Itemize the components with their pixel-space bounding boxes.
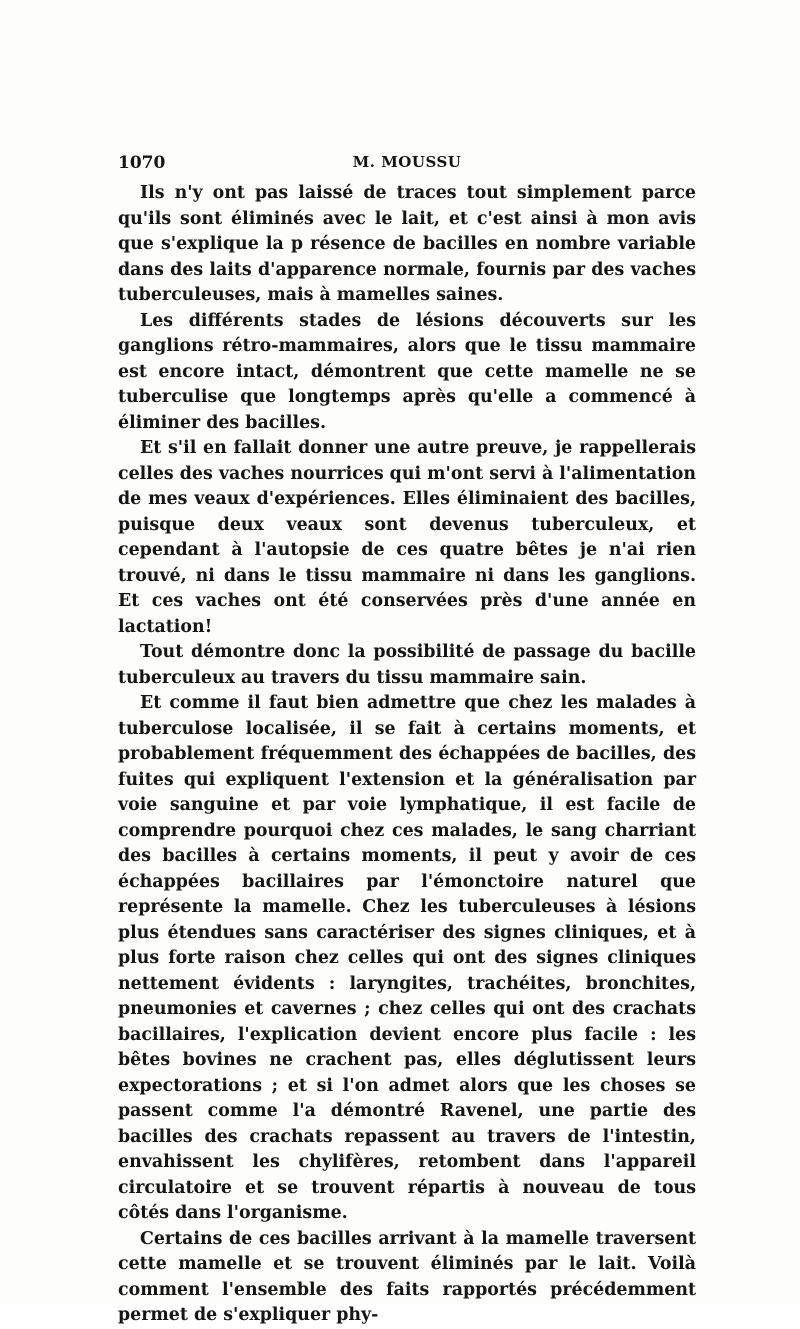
paragraph: Les différents stades de lésions découverts sur les ganglions rétro-mammaires, alors que le tissu mammaire est encore intact, démontrent que cette mamelle ne se tuberculise que longtemps après qu'elle a commencé à éliminer des bacilles. xyxy=(118,310,696,433)
paragraph: Et s'il en fallait donner une autre preuve, je rappellerais celles des vaches nourrices qui m'ont servi à l'alimentation de mes veaux d'expériences. Elles éliminaient des bacilles, puisque deux veaux sont devenus tuberculeux, et cependant à l'autopsie de ces quatre bêtes je n'ai rien trouvé, ni dans le tissu mammaire ni dans les ganglions. Et ces vaches ont été conservées près d'une année en lactation! xyxy=(118,438,697,637)
running-head xyxy=(118,153,696,177)
paragraph: Tout démontre donc la possibilité de passage du bacille tuberculeux au travers du tissu mammaire sain. xyxy=(118,642,696,688)
running-head-author: M. MOUSSU xyxy=(352,153,462,171)
paragraph: Certains de ces bacilles arrivant à la mamelle traversent cette mamelle et se trouvent éliminés par le lait. Voilà comment l'ensemble des faits rapportés précédemment permet de s'expliquer phy- xyxy=(118,1228,696,1325)
paragraph: Ils n'y ont pas laissé de traces tout simplement parce qu'ils sont éliminés avec le lait, et c'est ainsi à mon avis que s'explique la p résence de bacilles en nombre variable dans des laits d'apparence normale, fournis par des vaches tuberculeuses, mais à mamelles saines. xyxy=(118,183,696,305)
paragraph: Et comme il faut bien admettre que chez les malades à tuberculose localisée, il se fait à certains moments, et probablement fréquemment des échappées de bacilles, des fuites qui expliquent l'extension et la généralisation par voie sanguine et par voie lymphatique, il est facile de comprendre pourquoi chez ces malades, le sang charriant des bacilles à certains moments, il peut y avoir de ces échappées bacillaires par l'émonctoire naturel que représente la mamelle. Chez les tuberculeuses à lésions plus étendues sans caractériser des signes cliniques, et à plus forte raison chez celles qui ont des signes cliniques nettement évidents : laryngites, trachéites, bronchites, pneumonies et cavernes ; chez celles qui ont des crachats bacillaires, l'explication devient encore plus facile : les bêtes bovines ne crachent pas, elles déglutissent leurs expectorations ; et si l'on admet alors que les choses se passent comme l'a démontré Ravenel, une partie des bacilles des crachats repassent au travers de l'intestin, envahissent les chylifères, retombent dans l'appareil circulatoire et se trouvent répartis à nouveau de tous côtés dans l'organisme. xyxy=(118,693,696,1223)
page-number: 1070 xyxy=(118,153,166,173)
body-text xyxy=(118,181,696,1329)
